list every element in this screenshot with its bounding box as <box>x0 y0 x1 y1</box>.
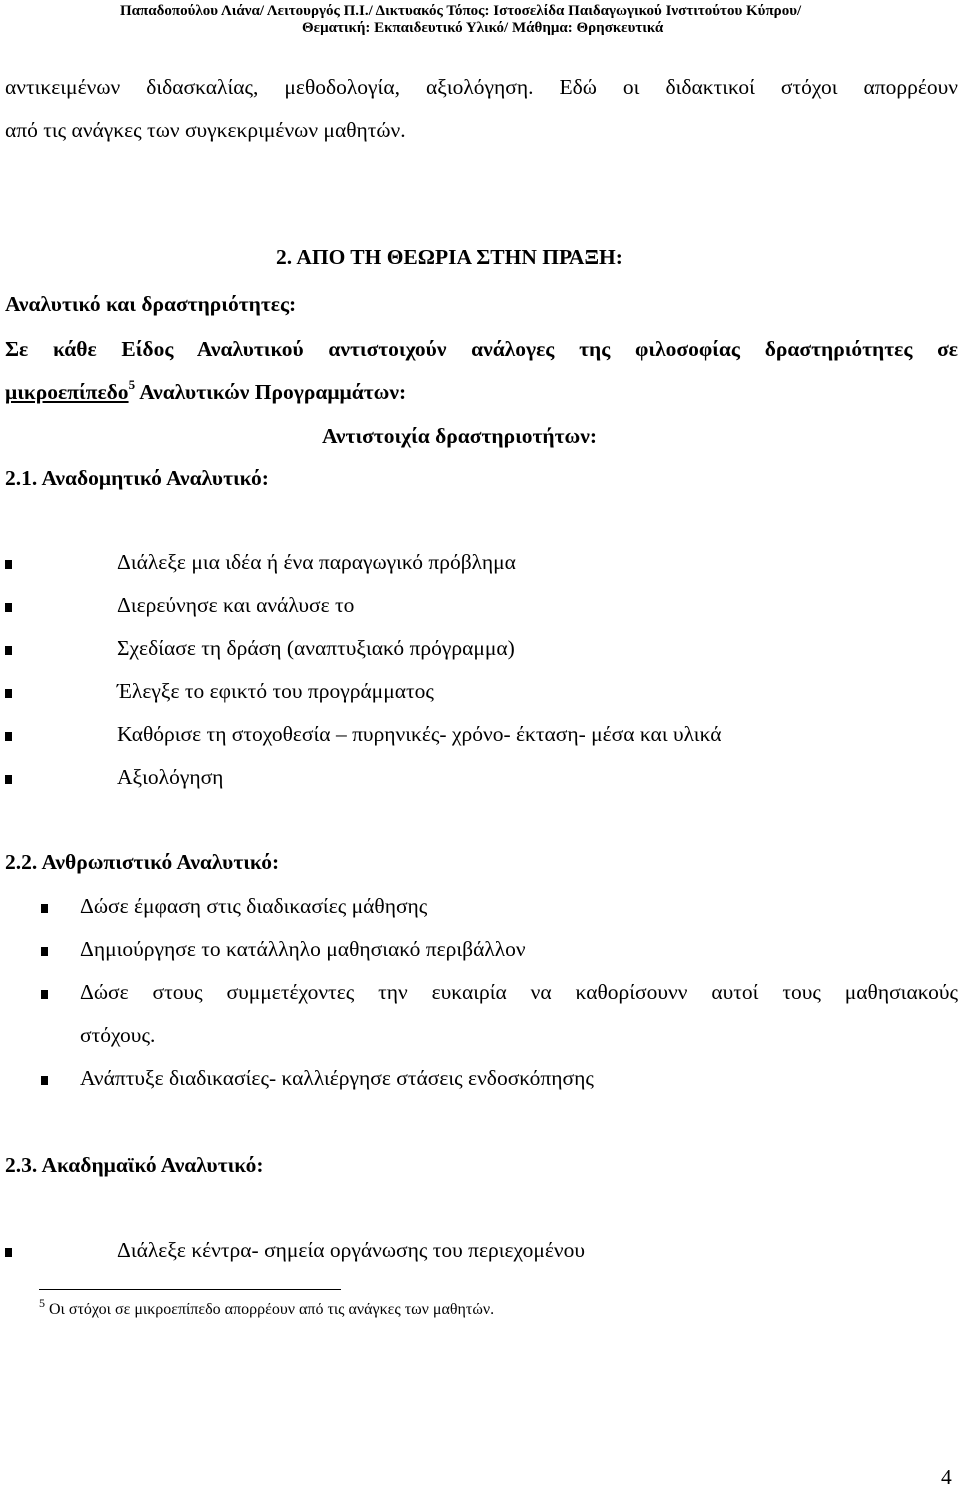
bullet-icon <box>41 990 48 999</box>
footnote-text: Οι στόχοι σε μικροεπίπεδο απορρέουν από τις ανάγκες των μαθητών. <box>49 1301 495 1318</box>
list-item: Καθόρισε τη στοχοθεσία – πυρηνικές- χρόνο- έκταση- μέσα και υλικά <box>117 722 722 746</box>
running-header-line-1: Παπαδοπούλου Λιάνα/ Λειτουργός Π.Ι./ Δικτυακός Τόπος: Ιστοσελίδα Παιδαγωγικού Ινστιτούτου Κύπρου/ <box>120 3 802 19</box>
section-2-2-title: 2.2. Ανθρωπιστικό Αναλυτικό: <box>5 850 280 874</box>
section-2-paragraph-line-2 <box>5 377 407 405</box>
footnote <box>39 1296 495 1319</box>
list-item: Διάλεξε μια ιδέα ή ένα παραγωγικό πρόβλημα <box>117 550 516 574</box>
bullet-icon <box>5 1248 12 1257</box>
running-header-line-2: Θεματική: Εκπαιδευτικό Υλικό/ Μάθημα: Θρησκευτικά <box>302 20 664 36</box>
bullet-icon <box>5 646 12 655</box>
page-number: 4 <box>941 1465 952 1489</box>
bullet-icon <box>5 603 12 612</box>
list-item: Έλεγξε το εφικτό του προγράμματος <box>117 679 434 703</box>
list-item: Διάλεξε κέντρα- σημεία οργάνωσης του περιεχομένου <box>117 1238 586 1262</box>
list-item: Δώσε στους συμμετέχοντες την ευκαιρία να καθορίσουνν αυτοί τους μαθησιακούς <box>80 980 958 1004</box>
bullet-icon <box>41 947 48 956</box>
microlevel-term: μικροεπίπεδο <box>5 380 129 404</box>
list-item: Διερεύνησε και ανάλυσε το <box>117 593 355 617</box>
intro-line-2: από τις ανάγκες των συγκεκριμένων μαθητών. <box>5 118 406 142</box>
list-item: Δημιούργησε το κατάλληλο μαθησιακό περιβάλλον <box>80 937 526 961</box>
bullet-icon <box>5 689 12 698</box>
footnote-reference[interactable]: 5 <box>128 377 136 392</box>
bullet-icon <box>5 732 12 741</box>
intro-line-1: αντικειμένων διδασκαλίας, μεθοδολογία, αξιολόγηση. Εδώ οι διδακτικοί στόχοι απορρέουν <box>5 75 958 99</box>
section-2-subtitle: Αναλυτικό και δραστηριότητες: <box>5 292 297 316</box>
section-2-paragraph-line-1: Σε κάθε Είδος Αναλυτικού αντιστοιχούν ανάλογες της φιλοσοφίας δραστηριότητες σε <box>5 337 958 361</box>
list-item: Σχεδίασε τη δράση (αναπτυξιακό πρόγραμμα) <box>117 636 515 660</box>
bullet-icon <box>5 775 12 784</box>
bullet-icon <box>41 1076 48 1085</box>
footnote-separator <box>39 1289 341 1290</box>
list-item-continuation: στόχους. <box>80 1023 156 1047</box>
footnote-number: 5 <box>39 1296 45 1310</box>
section-2-title: 2. ΑΠΟ ΤΗ ΘΕΩΡΙΑ ΣΤΗΝ ΠΡΑΞΗ: <box>276 245 623 269</box>
list-item: Ανάπτυξε διαδικασίες- καλλιέργησε στάσεις ενδοσκόπησης <box>80 1066 594 1090</box>
section-2-3-title: 2.3. Ακαδημαϊκό Αναλυτικό: <box>5 1153 264 1177</box>
bullet-icon <box>5 560 12 569</box>
correspondence-heading: Αντιστοιχία δραστηριοτήτων: <box>322 424 598 448</box>
section-2-paragraph-line-2-rest: Αναλυτικών Προγραμμάτων: <box>135 380 407 404</box>
list-item: Δώσε έμφαση στις διαδικασίες μάθησης <box>80 894 428 918</box>
list-item: Αξιολόγηση <box>117 765 224 789</box>
bullet-icon <box>41 904 48 913</box>
section-2-1-title: 2.1. Αναδομητικό Αναλυτικό: <box>5 466 269 490</box>
